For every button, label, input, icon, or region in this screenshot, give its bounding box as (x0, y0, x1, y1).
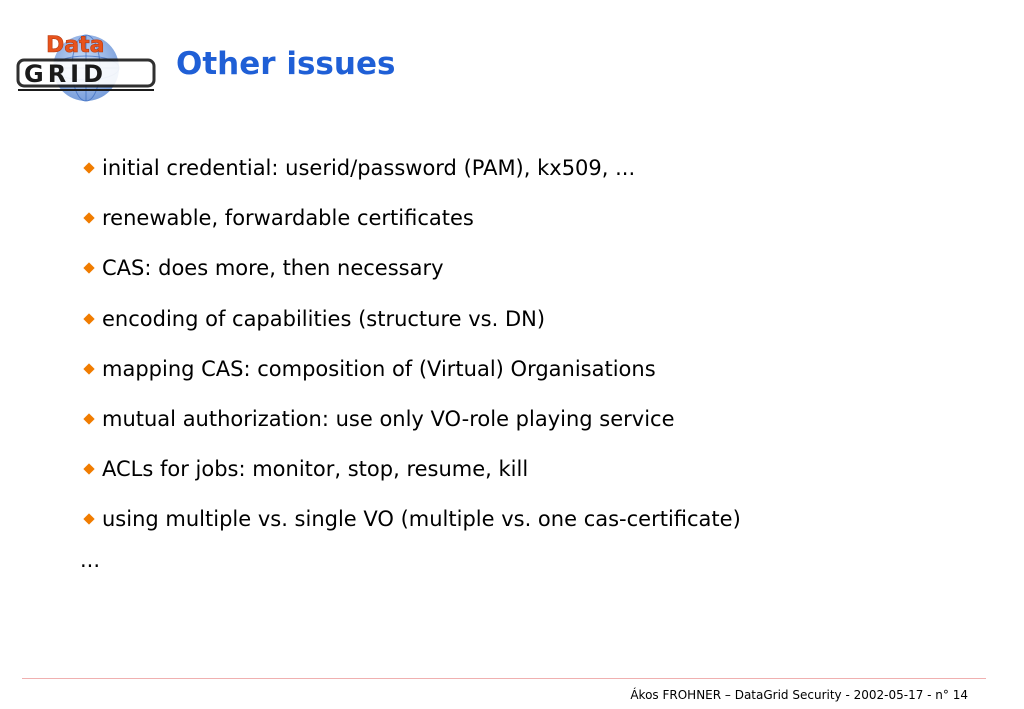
orange-diamond-icon (83, 514, 94, 525)
bullet-text: using multiple vs. single VO (multiple vs. one cas-certificate) (102, 507, 741, 532)
list-item (80, 394, 741, 444)
orange-diamond-icon (83, 413, 94, 424)
orange-diamond-icon (83, 213, 94, 224)
footer-divider (22, 678, 986, 679)
logo-grid-text: GRID (24, 60, 108, 88)
orange-diamond-icon (83, 162, 94, 173)
orange-diamond-icon (83, 363, 94, 374)
bullet-text: mutual authorization: use only VO-role playing service (102, 407, 675, 432)
bullet-text: encoding of capabilities (structure vs. DN) (102, 306, 546, 331)
orange-diamond-icon (83, 263, 94, 274)
list-item (80, 344, 741, 394)
bullet-text: ACLs for jobs: monitor, stop, resume, kill (102, 457, 529, 482)
list-item (80, 243, 741, 293)
bullet-text: initial credential: userid/password (PAM), kx509, ... (102, 156, 636, 181)
datagrid-logo (16, 30, 156, 102)
bullet-text: renewable, forwardable certificates (102, 206, 474, 231)
bullet-text: CAS: does more, then necessary (102, 256, 444, 281)
bullet-list (80, 143, 741, 545)
list-item (80, 494, 741, 544)
list-item (80, 193, 741, 243)
logo-data-text: Data (46, 33, 105, 58)
bullet-text: mapping CAS: composition of (Virtual) Organisations (102, 356, 656, 381)
orange-diamond-icon (83, 464, 94, 475)
slide-title: Other issues (176, 46, 396, 82)
orange-diamond-icon (83, 313, 94, 324)
list-item (80, 444, 741, 494)
trailing-ellipsis: ... (80, 548, 101, 572)
footer-text: Ákos FROHNER – DataGrid Security - 2002-05-17 - n° 14 (630, 688, 968, 702)
list-item (80, 294, 741, 344)
list-item (80, 143, 741, 193)
